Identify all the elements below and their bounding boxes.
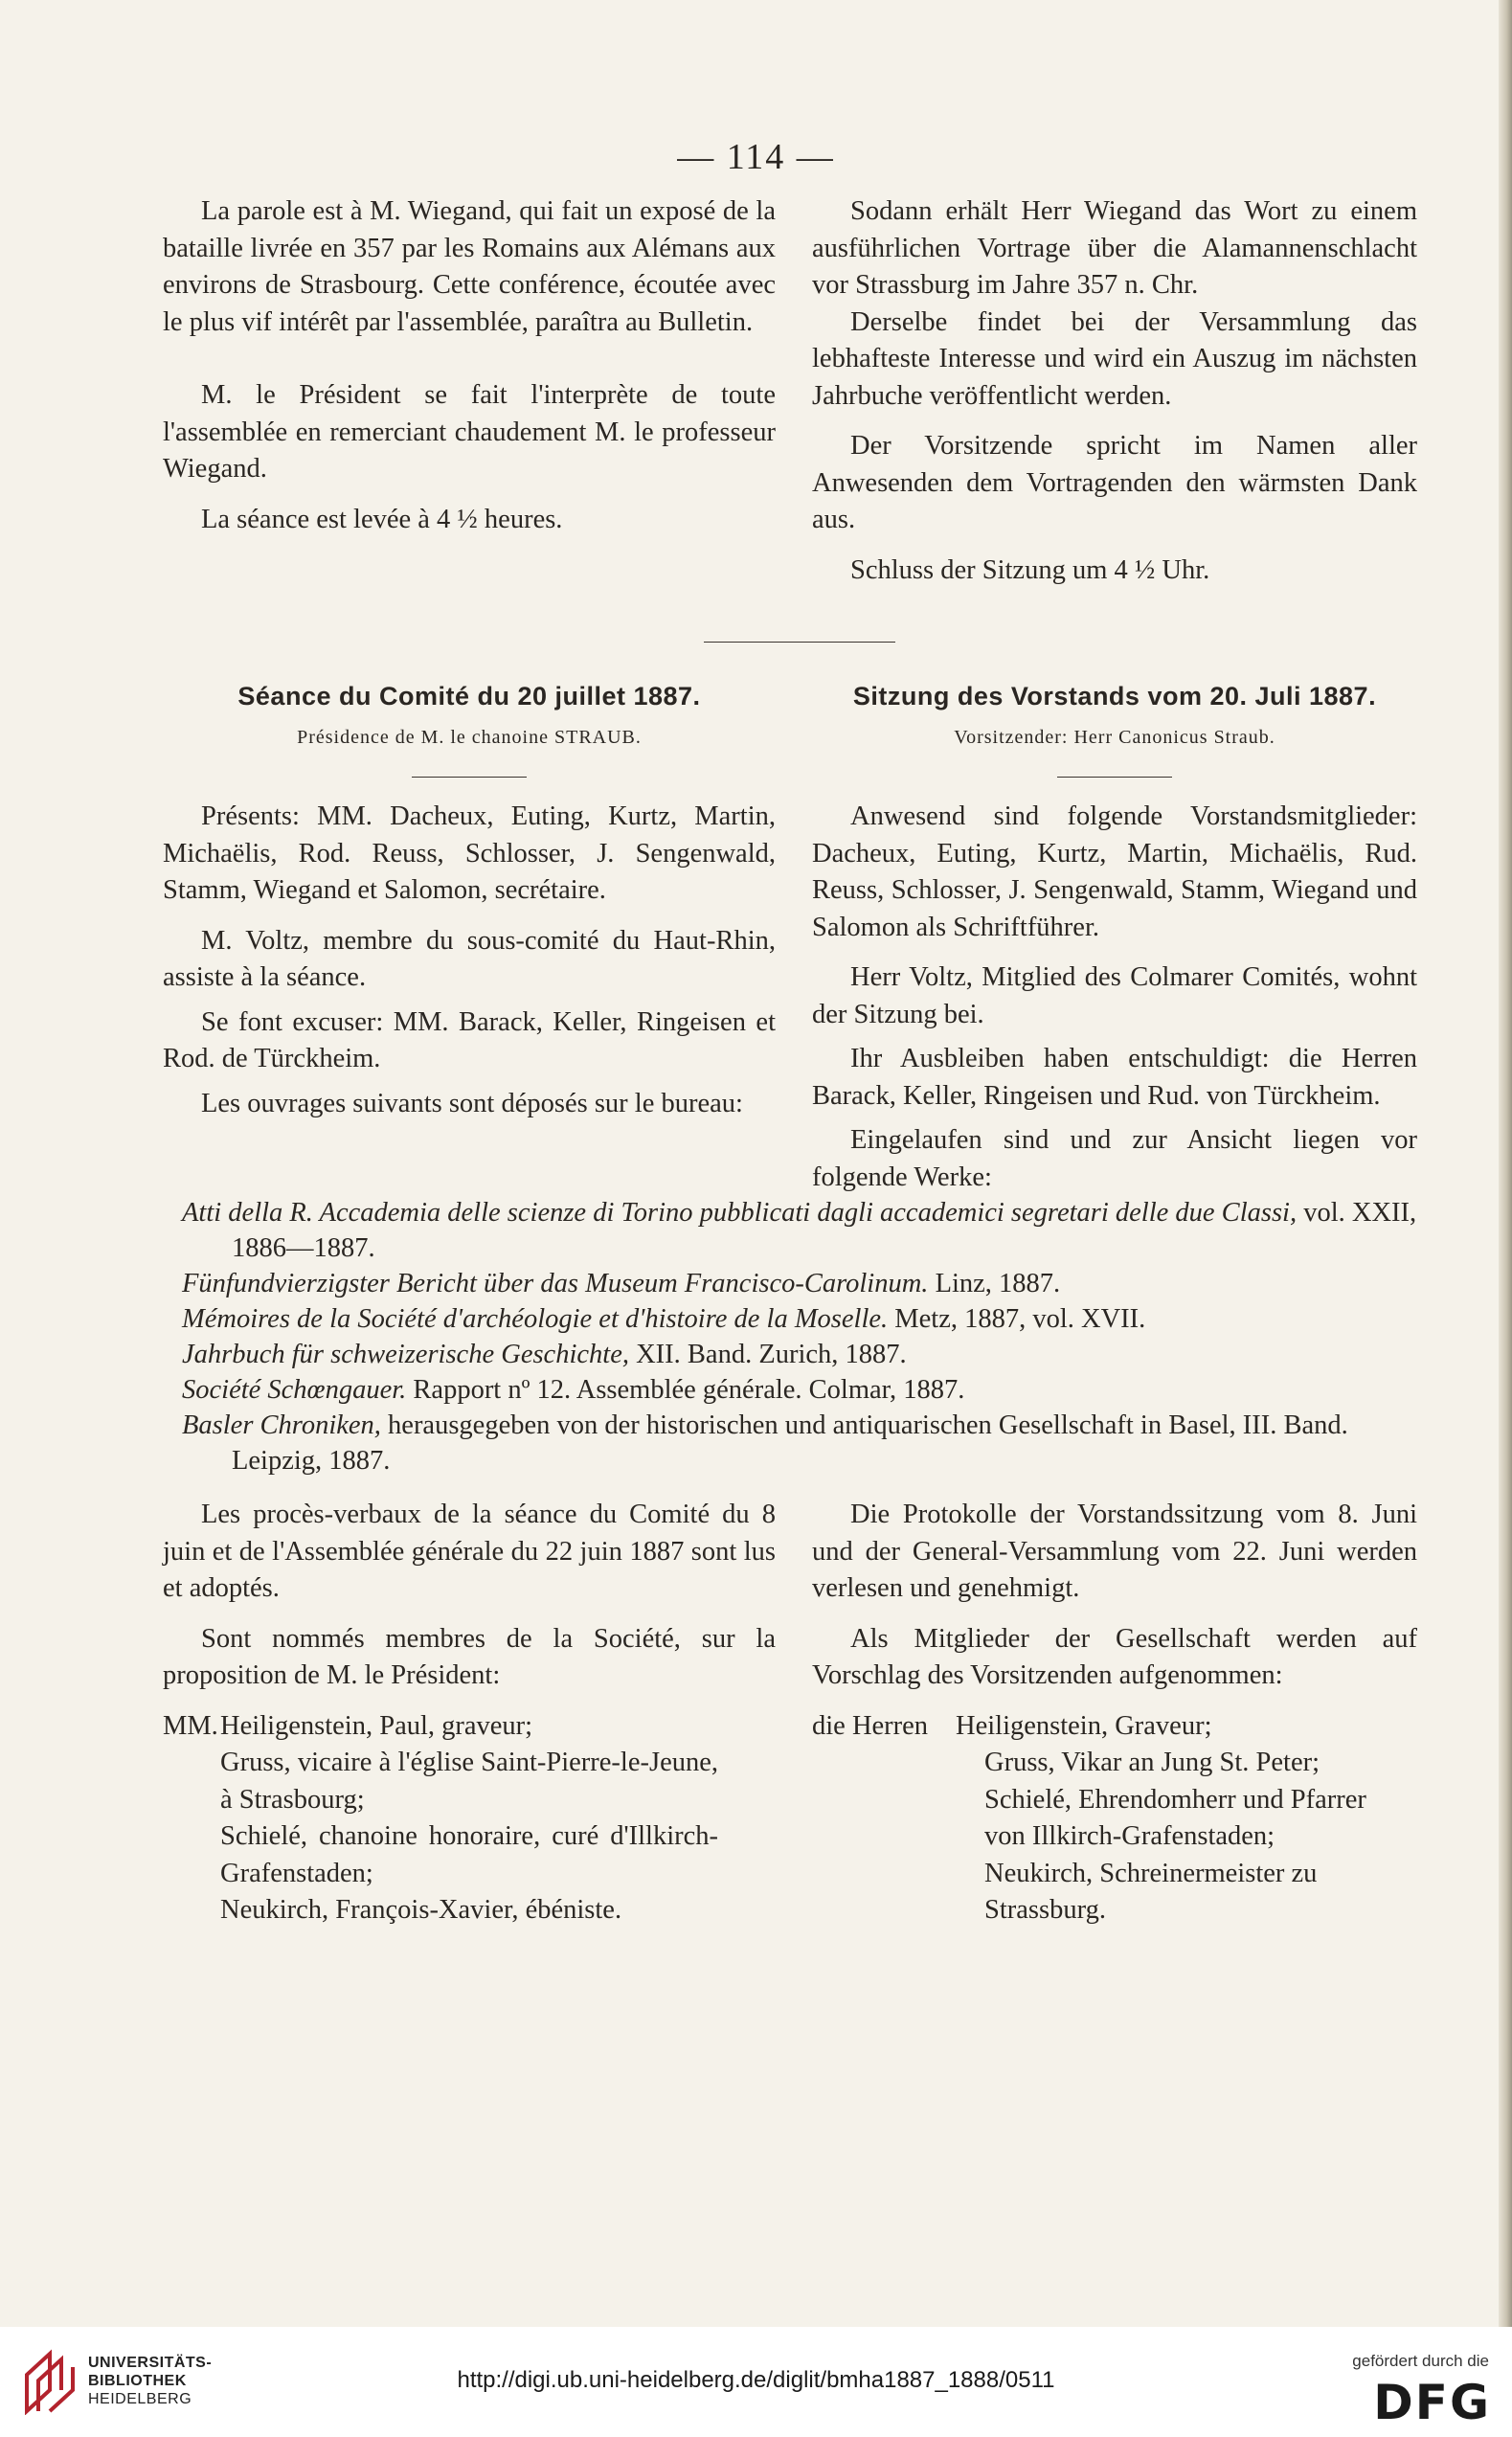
page-number: — 114 —: [677, 137, 835, 177]
bibliography-item: [182, 1301, 1417, 1337]
paragraph: Sodann erhält Herr Wiegand das Wort zu einem ausführlichen Vortrage über die Alamannenschlacht vor Strassburg im Jahre 357 n. Chr.: [812, 196, 1417, 300]
work-title: Basler Chroniken,: [182, 1410, 381, 1440]
work-details: XII. Band. Zurich, 1887.: [628, 1340, 907, 1369]
bibliography-item: [182, 1408, 1417, 1478]
paragraph: La séance est levée à 4 ½ heures.: [201, 504, 563, 534]
section-heading: Sitzung des Vorstands vom 20. Juli 1887.: [852, 682, 1377, 711]
list-item: Schielé, chanoine honoraire, curé d'Illkirch-Grafenstaden;: [220, 1821, 718, 1888]
work-details: Metz, 1887, vol. XVII.: [888, 1304, 1146, 1334]
paragraph: Les procès-verbaux de la séance du Comité du 8 juin et de l'Assemblée générale du 22 juin 1887 sont lus et adoptés.: [163, 1500, 776, 1603]
paragraph: Derselbe findet bei der Versammlung das lebhafteste Interesse und wird ein Auszug im nächsten Jahrbuche veröffentlicht werden.: [812, 306, 1417, 411]
top-left-column: [163, 193, 776, 538]
paragraph: Eingelaufen sind und zur Ansicht liegen vor folgende Werke:: [812, 1125, 1417, 1192]
list-item: Neukirch, Schreinermeister zu Strassburg.: [984, 1858, 1318, 1925]
work-details: Linz, 1887.: [928, 1269, 1061, 1298]
paragraph: Présents: MM. Dacheux, Euting, Kurtz, Martin, Michaëlis, Rod. Reuss, Schlosser, J. Sengenwald, Stamm, Wiegand et Salomon, secrétaire.: [163, 801, 776, 905]
work-title: Jahrbuch für schweizerische Geschichte,: [182, 1340, 629, 1369]
footer-bar: [0, 2327, 1512, 2437]
source-url-link[interactable]: http://digi.ub.uni-heidelberg.de/diglit/bmha1887_1888/0511: [457, 2367, 1055, 2393]
section-subheading: Présidence de M. le chanoine STRAUB.: [297, 726, 642, 748]
paragraph: Se font excuser: MM. Barack, Keller, Ringeisen et Rod. de Türckheim.: [163, 1006, 776, 1073]
paragraph: Sont nommés membres de la Société, sur la proposition de M. le Président:: [163, 1623, 776, 1690]
section-divider: [704, 642, 895, 643]
bibliography-item: [182, 1337, 1417, 1372]
work-title: Fünfundvierzigster Bericht über das Museum Francisco-Carolinum.: [182, 1269, 929, 1298]
list-item: Gruss, Vikar an Jung St. Peter;: [984, 1748, 1320, 1777]
bibliography-item: [182, 1266, 1417, 1301]
work-details: vol. XXII, 1886—1887.: [232, 1198, 1417, 1263]
member-list: [812, 1708, 1417, 1929]
paragraph: La parole est à M. Wiegand, qui fait un exposé de la bataille livrée en 357 par les Romains aux Alémans aux environs de Strasbourg. Cette conférence, écoutée avec le plus vif intérêt par l'assemblée, paraîtra au Bulletin.: [163, 196, 776, 337]
paragraph: Herr Voltz, Mitglied des Colmarer Comités, wohnt der Sitzung bei.: [812, 962, 1417, 1029]
work-title: Atti della R. Accademia delle scienze di Torino pubblicati dagli accademici segretari delle due Classi,: [182, 1198, 1298, 1228]
page-edge-shadow: [1499, 0, 1512, 2327]
paragraph: Schluss der Sitzung um 4 ½ Uhr.: [850, 554, 1210, 585]
section-subheading: Vorsitzender: Herr Canonicus Straub.: [954, 726, 1275, 748]
right-section: [812, 678, 1417, 1196]
list-item: MM. Heiligenstein, Paul, graveur;: [163, 1710, 533, 1741]
work-details: herausgegeben von der historischen und antiquarischen Gesellschaft in Basel, III. Band. Leipzig, 1887.: [232, 1410, 1348, 1476]
work-details: Rapport nº 12. Assemblée générale. Colmar, 1887.: [406, 1375, 965, 1405]
left-section: [163, 678, 776, 1122]
paragraph: Anwesend sind folgende Vorstandsmitglieder: Dacheux, Euting, Kurtz, Martin, Michaëlis, Rud. Reuss, Schlosser, J. Sengenwald, Stamm, Wiegand und Salomon als Schriftführer.: [812, 801, 1417, 942]
paragraph: Die Protokolle der Vorstandssitzung vom 8. Juni und der General-Versammlung vom 22. Juni werden verlesen und genehmigt.: [812, 1500, 1417, 1603]
paragraph: Les ouvrages suivants sont déposés sur le bureau:: [201, 1088, 743, 1118]
paragraph: M. Voltz, membre du sous-comité du Haut-Rhin, assiste à la séance.: [163, 925, 776, 992]
list-item: die Herren Heiligenstein, Graveur;: [812, 1710, 1212, 1741]
list-item: Gruss, vicaire à l'église Saint-Pierre-le-Jeune, à Strasbourg;: [220, 1748, 718, 1815]
top-right-column: [812, 193, 1417, 589]
work-title: Société Schœngauer.: [182, 1375, 407, 1405]
list-item: Neukirch, François-Xavier, ébéniste.: [220, 1895, 622, 1925]
member-list: [163, 1708, 776, 1929]
paragraph: Als Mitglieder der Gesellschaft werden auf Vorschlag des Vorsitzenden aufgenommen:: [812, 1623, 1417, 1690]
funder-caption: gefördert durch die: [1352, 2352, 1489, 2370]
bibliography-item: [182, 1372, 1417, 1408]
bottom-left-column: [163, 1497, 776, 1929]
bottom-right-column: [812, 1497, 1417, 1929]
paragraph: Ihr Ausbleiben haben entschuldigt: die Herren Barack, Keller, Ringeisen und Rud. von Türckheim.: [812, 1044, 1417, 1111]
paragraph: M. le Président se fait l'interprète de toute l'assemblée en remerciant chaudement M. le professeur Wiegand.: [163, 380, 776, 484]
bibliography-item: [182, 1195, 1417, 1266]
paragraph: Der Vorsitzende spricht im Namen aller Anwesenden dem Vortragenden den wärmsten Dank aus.: [812, 431, 1417, 534]
dfg-logo: DFG: [1373, 2375, 1491, 2430]
work-title: Mémoires de la Société d'archéologie et d'histoire de la Moselle.: [182, 1304, 889, 1334]
section-heading: Séance du Comité du 20 juillet 1887.: [237, 682, 701, 711]
bibliography-list: [182, 1195, 1417, 1478]
list-item: Schielé, Ehrendomherr und Pfarrer von Illkirch-Grafenstaden;: [984, 1784, 1366, 1851]
library-name: UNIVERSITÄTS- BIBLIOTHEK HEIDELBERG: [88, 2355, 213, 2407]
